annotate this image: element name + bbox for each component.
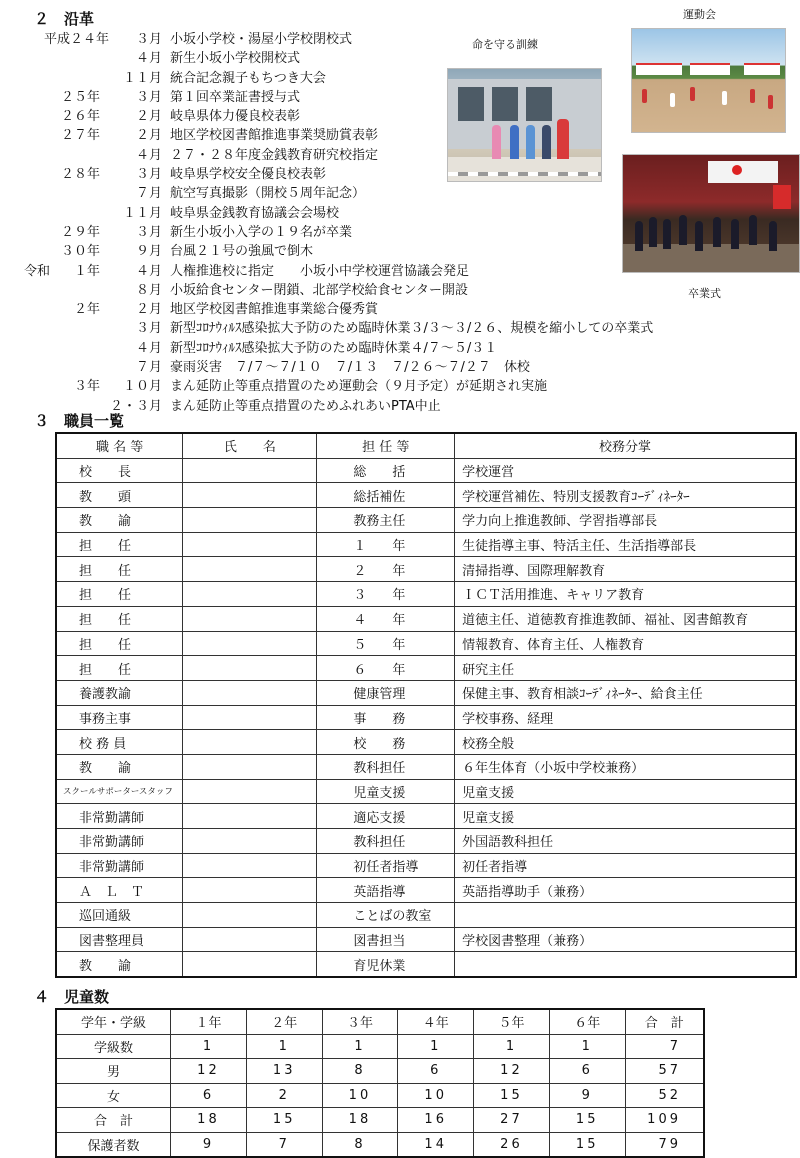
staff-row [56, 927, 796, 952]
staff-row [56, 829, 796, 854]
staff-row [56, 631, 796, 656]
staff-position: 図書整理員 [56, 927, 183, 952]
history-event: 岐阜県体力優良校表彰 [170, 109, 301, 125]
history-month: ８月 [135, 282, 162, 298]
history-event: 新型ｺﾛﾅｳｨﾙｽ感染拡大予防のため臨時休業４/７～５/３１ [170, 340, 498, 356]
staff-duties: 清掃指導、国際理解教育 [455, 557, 796, 582]
history-row [0, 165, 720, 184]
staff-position: 担 任 [56, 631, 183, 656]
history-event: 人権推進校に指定 小坂小中学校運営協議会発足 [170, 263, 470, 279]
students-count-cell: 15 [474, 1083, 550, 1108]
history-month: ２月 [135, 302, 162, 318]
staff-row [56, 754, 796, 779]
students-header-cell: ４年 [398, 1009, 474, 1034]
history-month: ７月 [135, 186, 162, 202]
students-count-cell: 18 [322, 1108, 398, 1133]
staff-row [56, 730, 796, 755]
graduation-caption: 卒業式 [688, 287, 721, 300]
history-row [0, 88, 720, 107]
staff-name [183, 532, 317, 557]
students-header-row [56, 1009, 704, 1034]
training-photo [447, 68, 602, 182]
staff-position: 教 諭 [56, 952, 183, 977]
history-row [0, 300, 720, 319]
staff-position: 非常勤講師 [56, 853, 183, 878]
students-count-cell: 9 [549, 1083, 625, 1108]
history-year: ２５年 [60, 89, 100, 105]
staff-row [56, 557, 796, 582]
history-row [0, 242, 720, 261]
history-row [0, 223, 720, 242]
history-month: ９月 [135, 244, 162, 260]
students-count-cell: 79 [625, 1132, 704, 1157]
history-event: 第１回卒業証書授与式 [170, 89, 301, 105]
students-row [56, 1132, 704, 1157]
staff-row [56, 878, 796, 903]
history-month: ３月 [135, 32, 162, 47]
staff-homeroom: 教科担任 [317, 754, 455, 779]
staff-position: 教 諭 [56, 754, 183, 779]
students-count-cell: 1 [322, 1034, 398, 1059]
staff-name [183, 557, 317, 582]
staff-homeroom: ５ 年 [317, 631, 455, 656]
students-count-cell: 109 [625, 1108, 704, 1133]
staff-duties: ＩＣＴ活用推進、キャリア教育 [455, 582, 796, 607]
history-row [0, 358, 720, 377]
staff-row [56, 903, 796, 928]
staff-duties: 英語指導助手（兼務） [455, 878, 796, 903]
students-count-cell: 6 [398, 1059, 474, 1084]
staff-row [56, 656, 796, 681]
staff-position: 担 任 [56, 557, 183, 582]
history-event: 航空写真撮影（開校５周年記念） [170, 186, 366, 202]
staff-name [183, 952, 317, 977]
staff-row [56, 779, 796, 804]
history-month: １１月 [122, 205, 162, 221]
staff-duties: 児童支援 [455, 804, 796, 829]
history-year: ２８年 [60, 167, 100, 183]
students-row-label: 女 [56, 1083, 171, 1108]
students-count-cell: 15 [549, 1132, 625, 1157]
students-header-cell: 合 計 [625, 1009, 704, 1034]
staff-name [183, 508, 317, 533]
students-row [56, 1083, 704, 1108]
staff-row [56, 606, 796, 631]
history-event: まん延防止等重点措置のためふれあいPTA中止 [170, 398, 441, 414]
history-month: ２月 [135, 109, 162, 125]
staff-row [56, 853, 796, 878]
students-count-cell: 15 [246, 1108, 322, 1133]
students-count-cell: 1 [549, 1034, 625, 1059]
history-event: まん延防止等重点措置のため運動会（９月予定）が延期され実施 [170, 379, 548, 395]
students-count-cell: 16 [398, 1108, 474, 1133]
history-row [0, 377, 720, 396]
staff-row [56, 680, 796, 705]
history-month: ３月 [135, 167, 162, 183]
students-row-label: 学級数 [56, 1034, 171, 1059]
header-position: 職 名 等 [56, 433, 183, 458]
staff-table [55, 432, 797, 978]
history-row [0, 126, 720, 145]
students-title: ４ 児童数 [34, 988, 110, 1006]
staff-row [56, 582, 796, 607]
staff-homeroom: 英語指導 [317, 878, 455, 903]
students-count-cell: 52 [625, 1083, 704, 1108]
history-year: ３０年 [60, 244, 100, 260]
history-month: ３月 [135, 89, 162, 105]
students-count-cell: 12 [171, 1059, 247, 1084]
students-header-cell: ２年 [246, 1009, 322, 1034]
students-row [56, 1059, 704, 1084]
students-row-label: 合 計 [56, 1108, 171, 1133]
history-month: ４月 [135, 340, 162, 356]
students-count-cell: 15 [549, 1108, 625, 1133]
staff-position: 担 任 [56, 532, 183, 557]
history-event: 新生小坂小入学の１９名が卒業 [170, 224, 353, 240]
staff-name [183, 631, 317, 656]
students-count-cell: 1 [246, 1034, 322, 1059]
staff-position: 担 任 [56, 656, 183, 681]
history-event: 豪雨災害 ７/７～７/１０ ７/１３ ７/２６～７/２７ 休校 [170, 360, 530, 376]
students-count-cell: 1 [171, 1034, 247, 1059]
staff-duties: 研究主任 [455, 656, 796, 681]
students-count-cell: 12 [474, 1059, 550, 1084]
staff-position: 非常勤講師 [56, 829, 183, 854]
staff-homeroom: 図書担当 [317, 927, 455, 952]
staff-homeroom: 教務主任 [317, 508, 455, 533]
staff-homeroom: 健康管理 [317, 680, 455, 705]
staff-name [183, 878, 317, 903]
staff-position: Ａ Ｌ Ｔ [56, 878, 183, 903]
students-count-cell: 57 [625, 1059, 704, 1084]
history-row [0, 319, 720, 338]
students-count-cell: 1 [398, 1034, 474, 1059]
staff-duties: 保健主事、教育相談ｺｰﾃﾞｨﾈｰﾀｰ、給食主任 [455, 680, 796, 705]
graduation-photo [622, 154, 800, 273]
sports-day-photo [631, 28, 786, 133]
staff-duties: 学力向上推進教師、学習指導部長 [455, 508, 796, 533]
history-year: ３年 [73, 379, 100, 395]
staff-duties: 外国語教科担任 [455, 829, 796, 854]
history-title: ２ 沿革 [34, 10, 95, 28]
header-name: 氏 名 [183, 433, 317, 458]
students-row-label: 男 [56, 1059, 171, 1084]
staff-duties: 情報教育、体育主任、人権教育 [455, 631, 796, 656]
history-event: 地区学校図書館推進事業総合優秀賞 [170, 302, 379, 318]
staff-name [183, 903, 317, 928]
students-header-cell: １年 [171, 1009, 247, 1034]
staff-name [183, 779, 317, 804]
history-month: ３月 [135, 224, 162, 240]
history-month: ４月 [135, 147, 162, 163]
staff-duties: 校務全般 [455, 730, 796, 755]
staff-position: 教 諭 [56, 508, 183, 533]
staff-row [56, 804, 796, 829]
history-row [0, 107, 720, 126]
staff-homeroom: ことばの教室 [317, 903, 455, 928]
staff-homeroom: 総括補佐 [317, 483, 455, 508]
sports-caption: 運動会 [683, 8, 716, 21]
students-header-cell: ６年 [549, 1009, 625, 1034]
staff-name [183, 680, 317, 705]
history-event: 小坂小学校・湯屋小学校閉校式 [170, 32, 353, 47]
history-event: 岐阜県学校安全優良校表彰 [170, 167, 327, 183]
staff-position: 校 長 [56, 458, 183, 483]
students-count-cell: 18 [171, 1108, 247, 1133]
staff-position: 養護教諭 [56, 680, 183, 705]
history-row [0, 339, 720, 358]
students-count-cell: 8 [322, 1132, 398, 1157]
students-count-cell: 14 [398, 1132, 474, 1157]
staff-homeroom: 教科担任 [317, 829, 455, 854]
history-row [0, 204, 720, 223]
staff-duties: 道徳主任、道徳教育推進教師、福祉、図書館教育 [455, 606, 796, 631]
history-event: ２７・２８年度金銭教育研究校指定 [170, 147, 379, 163]
staff-row [56, 532, 796, 557]
history-month: ４月 [135, 51, 162, 67]
staff-homeroom: 事 務 [317, 705, 455, 730]
students-count-cell: 13 [246, 1059, 322, 1084]
staff-duties: 児童支援 [455, 779, 796, 804]
staff-homeroom: 総 括 [317, 458, 455, 483]
students-count-cell: 10 [398, 1083, 474, 1108]
staff-row [56, 458, 796, 483]
history-event: 新型ｺﾛﾅｳｨﾙｽ感染拡大予防のため臨時休業３/３～３/２６、規模を縮小しての卒業式 [170, 321, 654, 337]
students-count-cell: 2 [246, 1083, 322, 1108]
history-year: ２６年 [60, 109, 100, 125]
staff-homeroom: 育児休業 [317, 952, 455, 977]
staff-position: 事務主事 [56, 705, 183, 730]
students-header-cell: 学年・学級 [56, 1009, 171, 1034]
staff-header-row [56, 433, 796, 458]
history-event: 小坂給食センター閉鎖、北部学校給食センター開設 [170, 282, 468, 298]
staff-homeroom: 適応支援 [317, 804, 455, 829]
students-row [56, 1108, 704, 1133]
header-duties: 校務分掌 [455, 433, 796, 458]
staff-homeroom: ６ 年 [317, 656, 455, 681]
history-month: ４月 [135, 263, 162, 279]
history-row [0, 69, 720, 88]
staff-duties: 学校運営 [455, 458, 796, 483]
history-year: １年 [73, 263, 100, 279]
history-month: ２・３月 [109, 398, 162, 414]
students-header-cell: ３年 [322, 1009, 398, 1034]
history-event: 地区学校図書館推進事業奨励賞表彰 [170, 128, 379, 144]
staff-homeroom: 初任者指導 [317, 853, 455, 878]
students-count-cell: 6 [171, 1083, 247, 1108]
students-count-cell: 26 [474, 1132, 550, 1157]
staff-homeroom: ３ 年 [317, 582, 455, 607]
staff-name [183, 730, 317, 755]
staff-duties: ６年生体育（小坂中学校兼務） [455, 754, 796, 779]
history-event: 岐阜県金銭教育協議会会場校 [170, 205, 340, 221]
students-row [56, 1034, 704, 1059]
students-count-cell: 9 [171, 1132, 247, 1157]
staff-duties: 生徒指導主事、特活主任、生活指導部長 [455, 532, 796, 557]
staff-name [183, 483, 317, 508]
staff-title: ３ 職員一覧 [34, 412, 125, 430]
staff-name [183, 606, 317, 631]
history-year: ２９年 [60, 224, 100, 240]
staff-name [183, 582, 317, 607]
staff-row [56, 705, 796, 730]
staff-name [183, 927, 317, 952]
staff-homeroom: ４ 年 [317, 606, 455, 631]
header-homeroom: 担 任 等 [317, 433, 455, 458]
students-count-cell: 7 [246, 1132, 322, 1157]
staff-name [183, 705, 317, 730]
staff-row [56, 483, 796, 508]
history-year: ２年 [73, 302, 100, 318]
staff-homeroom: 校 務 [317, 730, 455, 755]
student-count-table [55, 1008, 705, 1158]
staff-homeroom: 児童支援 [317, 779, 455, 804]
students-count-cell: 7 [625, 1034, 704, 1059]
history-month: １１月 [122, 70, 162, 86]
staff-position: 担 任 [56, 582, 183, 607]
staff-position: 巡回通級 [56, 903, 183, 928]
students-row-label: 保護者数 [56, 1132, 171, 1157]
staff-duties: 学校図書整理（兼務） [455, 927, 796, 952]
staff-position: 教 頭 [56, 483, 183, 508]
students-count-cell: 6 [549, 1059, 625, 1084]
staff-name [183, 656, 317, 681]
staff-row [56, 952, 796, 977]
history-month: ３月 [135, 321, 162, 337]
staff-position: 担 任 [56, 606, 183, 631]
history-row [0, 146, 720, 165]
staff-duties: 学校運営補佐、特別支援教育ｺｰﾃﾞｨﾈｰﾀｰ [455, 483, 796, 508]
students-count-cell: 1 [474, 1034, 550, 1059]
staff-position: 校 務 員 [56, 730, 183, 755]
history-month: ２月 [135, 128, 162, 144]
staff-name [183, 829, 317, 854]
history-row [0, 30, 720, 49]
staff-duties [455, 903, 796, 928]
history-event: 統合記念親子もちつき大会 [170, 70, 326, 86]
staff-position: スクールサポータースタッフ [56, 779, 183, 804]
staff-duties [455, 952, 796, 977]
staff-name [183, 853, 317, 878]
students-header-cell: ５年 [474, 1009, 550, 1034]
history-list [0, 30, 720, 416]
staff-homeroom: ２ 年 [317, 557, 455, 582]
history-event: 新生小坂小学校開校式 [170, 51, 301, 67]
history-month: １０月 [122, 379, 162, 395]
history-year: 平成２４年 [44, 32, 110, 47]
staff-name [183, 804, 317, 829]
staff-position: 非常勤講師 [56, 804, 183, 829]
training-caption: 命を守る訓練 [472, 38, 538, 51]
history-month: ７月 [135, 360, 162, 376]
history-row [0, 281, 720, 300]
history-row [0, 184, 720, 203]
history-year: ２７年 [60, 128, 100, 144]
history-event: 台風２１号の強風で倒木 [170, 244, 314, 260]
staff-duties: 初任者指導 [455, 853, 796, 878]
students-count-cell: 8 [322, 1059, 398, 1084]
students-count-cell: 27 [474, 1108, 550, 1133]
staff-name [183, 458, 317, 483]
students-count-cell: 10 [322, 1083, 398, 1108]
staff-name [183, 754, 317, 779]
staff-row [56, 508, 796, 533]
staff-homeroom: １ 年 [317, 532, 455, 557]
history-era: 令和 [24, 263, 51, 279]
history-row [0, 49, 720, 68]
history-row [0, 262, 720, 281]
staff-duties: 学校事務、経理 [455, 705, 796, 730]
